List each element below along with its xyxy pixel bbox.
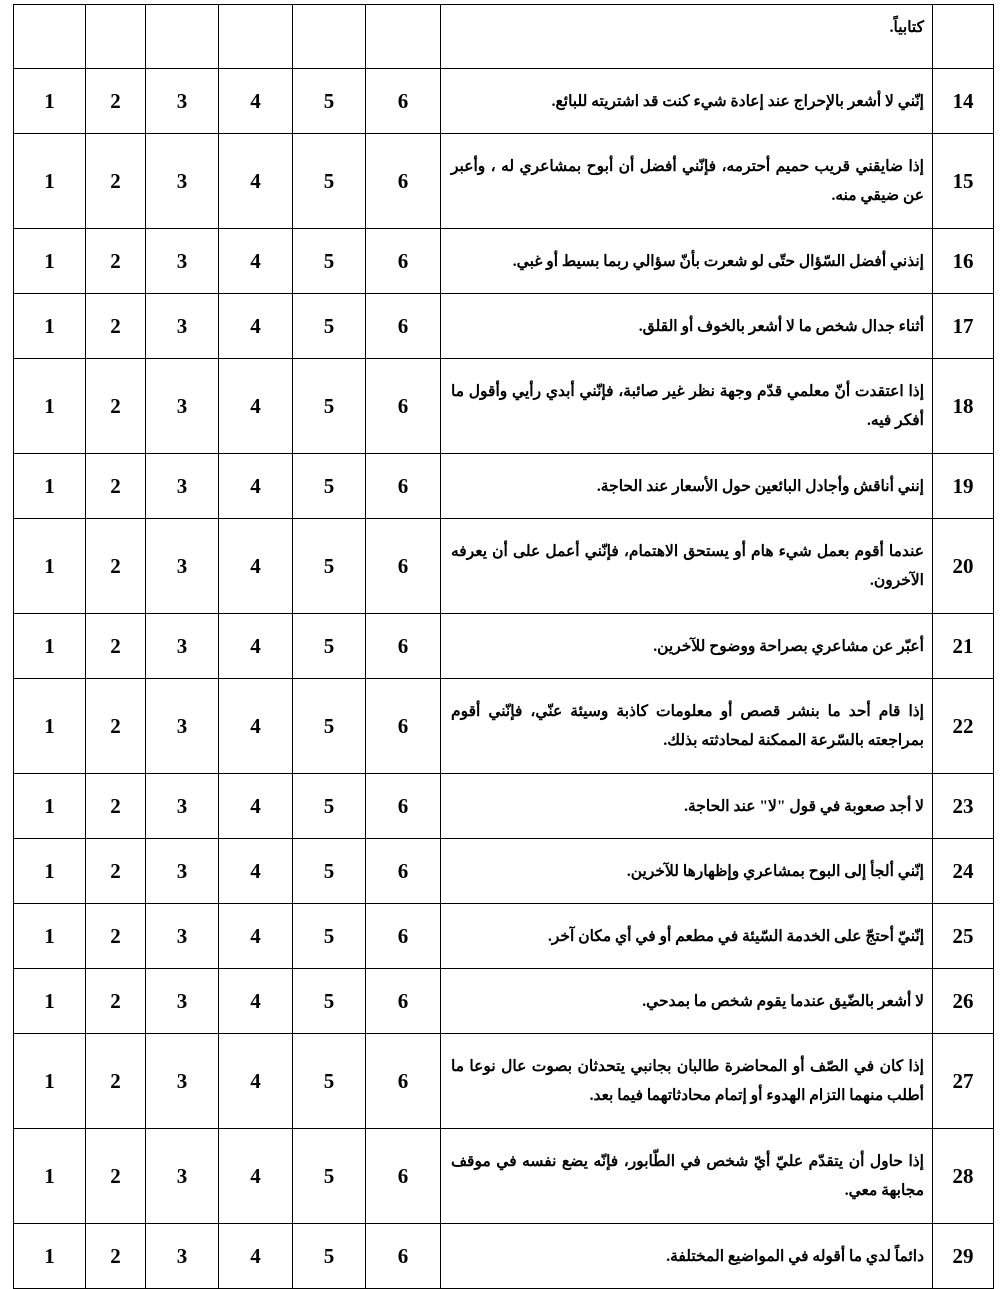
scale-cell xyxy=(146,5,219,69)
scale-option-4[interactable]: 4 xyxy=(219,679,293,774)
scale-option-4[interactable]: 4 xyxy=(219,839,293,904)
scale-option-1[interactable]: 1 xyxy=(14,134,86,229)
scale-option-1[interactable]: 1 xyxy=(14,1224,86,1289)
scale-option-3[interactable]: 3 xyxy=(146,839,219,904)
scale-cell xyxy=(366,5,441,69)
table-row xyxy=(14,519,994,614)
scale-option-3[interactable]: 3 xyxy=(146,614,219,679)
scale-option-2[interactable]: 2 xyxy=(86,69,146,134)
scale-option-3[interactable]: 3 xyxy=(146,679,219,774)
item-number: 24 xyxy=(933,839,994,904)
scale-option-6[interactable]: 6 xyxy=(366,679,441,774)
scale-option-4[interactable]: 4 xyxy=(219,1129,293,1224)
scale-option-3[interactable]: 3 xyxy=(146,1129,219,1224)
statement-text: إذا قام أحد ما بنشر قصص أو معلومات كاذبة وسيئة عنّي، فإنّني أقوم بمراجعته بالسّرعة الممكنة لمحادثته بذلك. xyxy=(441,679,933,774)
scale-option-6[interactable]: 6 xyxy=(366,229,441,294)
scale-option-2[interactable]: 2 xyxy=(86,839,146,904)
statement-text: أثناء جدال شخص ما لا أشعر بالخوف أو القلق. xyxy=(441,294,933,359)
statement-text: عندما أقوم بعمل شيء هام أو يستحق الاهتمام، فإنّني أعمل على أن يعرفه الآخرون. xyxy=(441,519,933,614)
statement-text: إنّني ألجأ إلى البوح بمشاعري وإظهارها للآخرين. xyxy=(441,839,933,904)
table-row xyxy=(14,1129,994,1224)
statement-text: إنذني أفضل السّؤال حتّى لو شعرت بأنّ سؤالي ربما بسيط أو غبي. xyxy=(441,229,933,294)
scale-option-2[interactable]: 2 xyxy=(86,679,146,774)
item-number: 21 xyxy=(933,614,994,679)
scale-option-1[interactable]: 1 xyxy=(14,294,86,359)
scale-option-2[interactable]: 2 xyxy=(86,229,146,294)
table-row xyxy=(14,69,994,134)
scale-option-6[interactable]: 6 xyxy=(366,1034,441,1129)
scale-option-1[interactable]: 1 xyxy=(14,774,86,839)
item-number: 27 xyxy=(933,1034,994,1129)
scale-cell xyxy=(86,5,146,69)
scale-option-3[interactable]: 3 xyxy=(146,69,219,134)
statement-text: كتابياً. xyxy=(441,5,933,69)
scale-option-4[interactable]: 4 xyxy=(219,519,293,614)
scale-option-4[interactable]: 4 xyxy=(219,774,293,839)
item-number: 17 xyxy=(933,294,994,359)
scale-option-6[interactable]: 6 xyxy=(366,904,441,969)
scale-option-6[interactable]: 6 xyxy=(366,294,441,359)
scale-option-4[interactable]: 4 xyxy=(219,904,293,969)
statement-text: إذا ضايقني قريب حميم أحترمه، فإنّني أفضل أن أبوح بمشاعري له ، وأعبر عن ضيقي منه. xyxy=(441,134,933,229)
scale-option-5[interactable]: 5 xyxy=(293,839,366,904)
table-row xyxy=(14,969,994,1034)
scale-option-1[interactable]: 1 xyxy=(14,839,86,904)
item-number: 23 xyxy=(933,774,994,839)
scale-cell xyxy=(293,5,366,69)
scale-option-3[interactable]: 3 xyxy=(146,1034,219,1129)
statement-text: لا أشعر بالضّيق عندما يقوم شخص ما بمدحي. xyxy=(441,969,933,1034)
scale-option-4[interactable]: 4 xyxy=(219,134,293,229)
table-row xyxy=(14,1034,994,1129)
scale-option-6[interactable]: 6 xyxy=(366,134,441,229)
scale-option-3[interactable]: 3 xyxy=(146,969,219,1034)
item-number: 25 xyxy=(933,904,994,969)
statement-text: أعبّر عن مشاعري بصراحة ووضوح للآخرين. xyxy=(441,614,933,679)
item-number: 19 xyxy=(933,454,994,519)
scale-option-5[interactable]: 5 xyxy=(293,454,366,519)
item-number: 14 xyxy=(933,69,994,134)
scale-option-6[interactable]: 6 xyxy=(366,519,441,614)
item-number: 18 xyxy=(933,359,994,454)
item-number: 22 xyxy=(933,679,994,774)
scale-option-6[interactable]: 6 xyxy=(366,69,441,134)
table-row xyxy=(14,5,994,69)
scale-option-2[interactable]: 2 xyxy=(86,774,146,839)
table-row xyxy=(14,904,994,969)
scale-option-5[interactable]: 5 xyxy=(293,359,366,454)
scale-cell xyxy=(219,5,293,69)
scale-option-6[interactable]: 6 xyxy=(366,1224,441,1289)
scale-option-3[interactable]: 3 xyxy=(146,359,219,454)
scale-option-1[interactable]: 1 xyxy=(14,969,86,1034)
scale-option-5[interactable]: 5 xyxy=(293,229,366,294)
scale-option-5[interactable]: 5 xyxy=(293,1034,366,1129)
statement-text: إذا كان في الصّف أو المحاضرة طالبان بجانبي يتحدثان بصوت عال نوعا ما أطلب منهما التزام الهدوء أو إتمام محادثاتهما فيما بعد. xyxy=(441,1034,933,1129)
item-number: 26 xyxy=(933,969,994,1034)
scale-option-3[interactable]: 3 xyxy=(146,454,219,519)
scale-option-4[interactable]: 4 xyxy=(219,1034,293,1129)
scale-option-4[interactable]: 4 xyxy=(219,614,293,679)
scale-option-4[interactable]: 4 xyxy=(219,69,293,134)
scale-option-5[interactable]: 5 xyxy=(293,1129,366,1224)
item-number: 28 xyxy=(933,1129,994,1224)
scale-cell xyxy=(14,5,86,69)
scale-option-2[interactable]: 2 xyxy=(86,134,146,229)
item-number: 29 xyxy=(933,1224,994,1289)
scale-option-3[interactable]: 3 xyxy=(146,774,219,839)
table-row xyxy=(14,1224,994,1289)
statement-text: إذا حاول أن يتقدّم عليّ أيّ شخص في الطّابور، فإنّه يضع نفسه في موقف مجابهة معي. xyxy=(441,1129,933,1224)
scale-option-3[interactable]: 3 xyxy=(146,229,219,294)
scale-option-4[interactable]: 4 xyxy=(219,294,293,359)
table-row xyxy=(14,774,994,839)
scale-option-5[interactable]: 5 xyxy=(293,1224,366,1289)
scale-option-2[interactable]: 2 xyxy=(86,519,146,614)
scale-option-5[interactable]: 5 xyxy=(293,134,366,229)
scale-option-2[interactable]: 2 xyxy=(86,454,146,519)
scale-option-5[interactable]: 5 xyxy=(293,519,366,614)
scale-option-5[interactable]: 5 xyxy=(293,969,366,1034)
scale-option-5[interactable]: 5 xyxy=(293,294,366,359)
scale-option-6[interactable]: 6 xyxy=(366,1129,441,1224)
item-number: 16 xyxy=(933,229,994,294)
scale-option-5[interactable]: 5 xyxy=(293,904,366,969)
scale-option-6[interactable]: 6 xyxy=(366,454,441,519)
scale-option-1[interactable]: 1 xyxy=(14,454,86,519)
table-row xyxy=(14,679,994,774)
scale-option-2[interactable]: 2 xyxy=(86,1224,146,1289)
statement-text: إنّنيّ أحتجّ على الخدمة السّيئة في مطعم أو في أي مكان آخر. xyxy=(441,904,933,969)
scale-option-2[interactable]: 2 xyxy=(86,614,146,679)
scale-option-4[interactable]: 4 xyxy=(219,1224,293,1289)
scale-option-1[interactable]: 1 xyxy=(14,614,86,679)
item-number xyxy=(933,5,994,69)
scale-option-4[interactable]: 4 xyxy=(219,969,293,1034)
scale-option-2[interactable]: 2 xyxy=(86,1034,146,1129)
scale-option-6[interactable]: 6 xyxy=(366,774,441,839)
scale-option-2[interactable]: 2 xyxy=(86,969,146,1034)
statement-text: دائماً لدي ما أقوله في المواضيع المختلفة. xyxy=(441,1224,933,1289)
questionnaire-table xyxy=(13,4,994,1289)
item-number: 15 xyxy=(933,134,994,229)
scale-option-1[interactable]: 1 xyxy=(14,904,86,969)
statement-text: لا أجد صعوبة في قول "لا" عند الحاجة. xyxy=(441,774,933,839)
scale-option-3[interactable]: 3 xyxy=(146,1224,219,1289)
scale-option-5[interactable]: 5 xyxy=(293,679,366,774)
table-row xyxy=(14,359,994,454)
scale-option-4[interactable]: 4 xyxy=(219,229,293,294)
scale-option-2[interactable]: 2 xyxy=(86,904,146,969)
scale-option-6[interactable]: 6 xyxy=(366,614,441,679)
scale-option-5[interactable]: 5 xyxy=(293,614,366,679)
scale-option-6[interactable]: 6 xyxy=(366,839,441,904)
scale-option-3[interactable]: 3 xyxy=(146,294,219,359)
scale-option-2[interactable]: 2 xyxy=(86,359,146,454)
scale-option-1[interactable]: 1 xyxy=(14,1129,86,1224)
scale-option-2[interactable]: 2 xyxy=(86,294,146,359)
scale-option-3[interactable]: 3 xyxy=(146,904,219,969)
table-row xyxy=(14,294,994,359)
scale-option-5[interactable]: 5 xyxy=(293,774,366,839)
table-row xyxy=(14,839,994,904)
scale-option-1[interactable]: 1 xyxy=(14,1034,86,1129)
scale-option-4[interactable]: 4 xyxy=(219,454,293,519)
scale-option-2[interactable]: 2 xyxy=(86,1129,146,1224)
statement-text: إنني أناقش وأجادل البائعين حول الأسعار عند الحاجة. xyxy=(441,454,933,519)
scale-option-6[interactable]: 6 xyxy=(366,359,441,454)
scale-option-1[interactable]: 1 xyxy=(14,229,86,294)
scale-option-1[interactable]: 1 xyxy=(14,519,86,614)
table-row xyxy=(14,454,994,519)
scale-option-1[interactable]: 1 xyxy=(14,359,86,454)
item-number: 20 xyxy=(933,519,994,614)
scale-option-5[interactable]: 5 xyxy=(293,69,366,134)
scale-option-6[interactable]: 6 xyxy=(366,969,441,1034)
scale-option-4[interactable]: 4 xyxy=(219,359,293,454)
statement-text: إذا اعتقدت أنّ معلمي قدّم وجهة نظر غير صائبة، فإنّني أبدي رأيي وأقول ما أفكر فيه. xyxy=(441,359,933,454)
table-row xyxy=(14,229,994,294)
scale-option-1[interactable]: 1 xyxy=(14,679,86,774)
statement-text: إنّني لا أشعر بالإحراج عند إعادة شيء كنت قد اشتريته للبائع. xyxy=(441,69,933,134)
table-row xyxy=(14,134,994,229)
table-row xyxy=(14,614,994,679)
scale-option-3[interactable]: 3 xyxy=(146,519,219,614)
scale-option-1[interactable]: 1 xyxy=(14,69,86,134)
scale-option-3[interactable]: 3 xyxy=(146,134,219,229)
